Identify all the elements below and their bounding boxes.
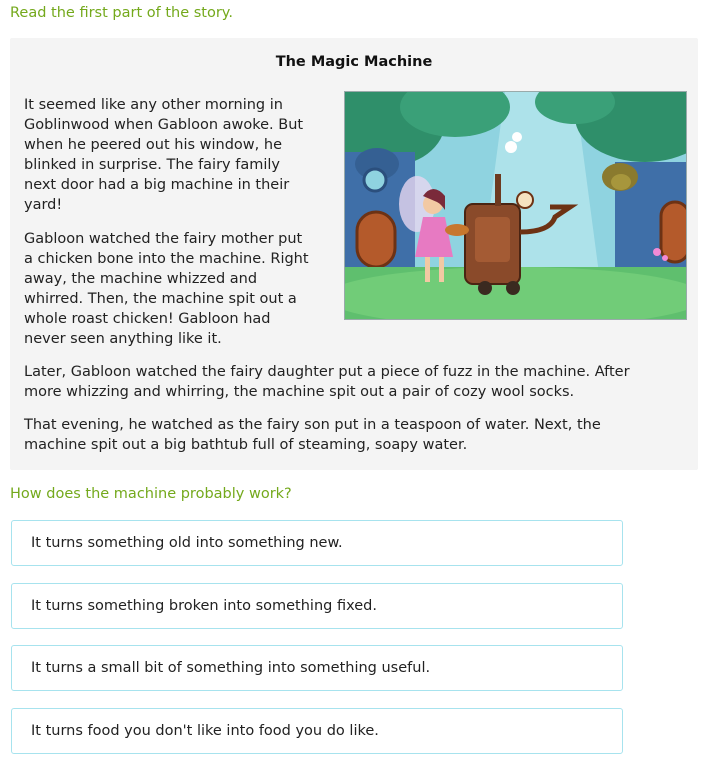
answer-choice-label: It turns something old into something new. [31, 535, 343, 551]
story-illustration [344, 91, 687, 320]
instruction-text: Read the first part of the story. [10, 5, 233, 21]
story-title: The Magic Machine [275, 54, 433, 70]
story-paragraph-1: It seemed like any other morning in Goblinwood when Gabloon awoke. But when he peered out his window, he blinked in surprise. The fairy family next door had a big machine in their yard! [24, 97, 304, 213]
answer-choice-1[interactable] [11, 520, 623, 566]
story-paragraph-4: That evening, he watched as the fairy son put in a teaspoon of water. Next, the machine spit out a big bathtub full of steaming, soapy water. [24, 417, 601, 453]
story-paragraph-3: Later, Gabloon watched the fairy daughter put a piece of fuzz in the machine. After more whizzing and whirring, the machine spit out a pair of cozy wool socks. [24, 364, 630, 400]
answer-choice-2[interactable] [11, 583, 623, 629]
question-text: How does the machine probably work? [10, 486, 292, 502]
answer-choice-label: It turns something broken into something fixed. [31, 598, 377, 614]
answer-choice-4[interactable] [11, 708, 623, 754]
story-passage [10, 38, 698, 470]
answer-choice-label: It turns food you don't like into food you do like. [31, 723, 379, 739]
story-paragraph-2: Gabloon watched the fairy mother put a chicken bone into the machine. Right away, the machine whizzed and whirred. Then, the machine spit out a whole roast chicken! Gabloon had never seen anything like it. [24, 231, 309, 347]
answer-choice-label: It turns a small bit of something into something useful. [31, 660, 431, 676]
answer-choice-3[interactable] [11, 645, 623, 691]
